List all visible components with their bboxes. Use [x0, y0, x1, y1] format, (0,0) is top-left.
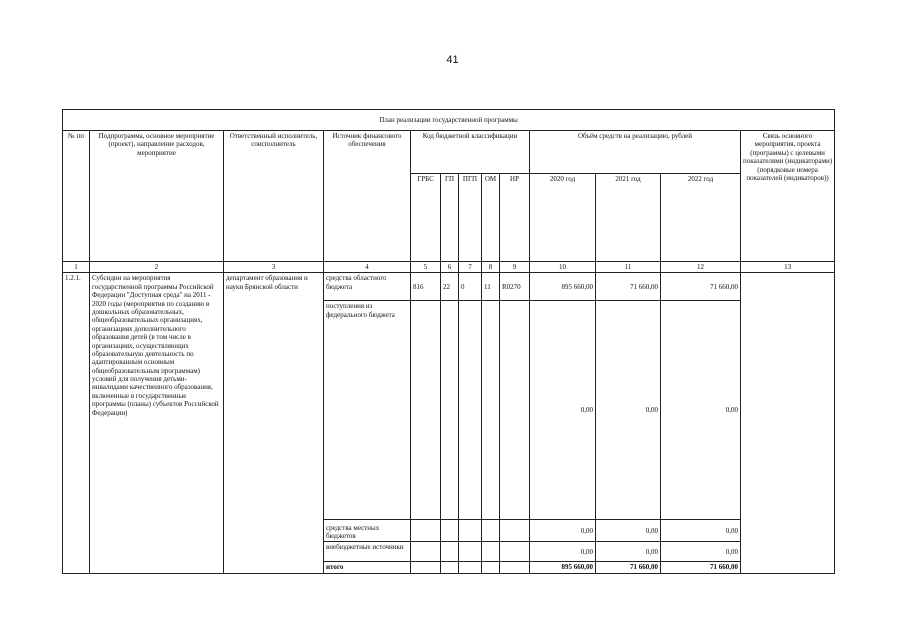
amount-2021: 0,00	[596, 301, 661, 520]
header-volume: Объём средств на реализацию, рублей	[530, 131, 741, 174]
amount-2021: 0,00	[596, 520, 661, 542]
column-number: 6	[441, 262, 459, 273]
amount-2022: 71 660,00	[661, 273, 741, 301]
header-num: № пп	[63, 131, 90, 262]
amount-2020: 0,00	[530, 542, 596, 562]
column-number: 1	[63, 262, 90, 273]
code-gp	[441, 301, 459, 520]
column-number: 12	[661, 262, 741, 273]
column-number: 2	[90, 262, 224, 273]
column-number: 8	[482, 262, 500, 273]
source-name: средства местных бюджетов	[324, 520, 411, 542]
header-year-2022: 2022 год	[661, 174, 741, 262]
code-pgp	[459, 520, 482, 542]
header-nr: НР	[500, 174, 530, 262]
column-number: 10	[530, 262, 596, 273]
total-2021: 71 660,00	[596, 562, 661, 573]
header-budget-code: Код бюджетной классификации	[411, 131, 530, 174]
source-name: средства областного бюджета	[324, 273, 411, 301]
column-number: 4	[324, 262, 411, 273]
amount-2022: 0,00	[661, 520, 741, 542]
code-om	[482, 562, 500, 573]
code-pgp	[459, 562, 482, 573]
header-year-2021: 2021 год	[596, 174, 661, 262]
source-name: поступления из федерального бюджета	[324, 301, 411, 520]
code-grbs: 816	[411, 273, 441, 301]
indicator-link	[741, 273, 835, 573]
column-number: 13	[741, 262, 835, 273]
table-row	[63, 273, 835, 301]
code-om	[482, 301, 500, 520]
program-plan-table	[62, 109, 835, 574]
amount-2022: 0,00	[661, 542, 741, 562]
source-name: итого	[324, 562, 411, 573]
row-executor: департамент образования и науки Брянской области	[224, 273, 324, 573]
code-nr: R0270	[500, 273, 530, 301]
header-gp: ГП	[441, 174, 459, 262]
amount-2021: 71 660,00	[596, 273, 661, 301]
row-description: Субсидии на мероприятия государственной программы Российской Федерации "Доступная среда" на 2011 - 2020 годы (мероприятия по созданию в дошкольных образовательных, общеобразовательных организациях, организациях дополнительного образования детей (в том числе в организациях, осуществляющих образовательную деятельность по адаптированным основным общеобразовательным программам) условий для получения детьми-инвалидами качественного образования, включенные в государственные программы (планы) субъектов Российской Федерации)	[90, 273, 224, 573]
code-nr	[500, 520, 530, 542]
header-year-2020: 2020 год	[530, 174, 596, 262]
row-number: 1.2.1.	[63, 273, 90, 573]
code-nr	[500, 562, 530, 573]
code-gp	[441, 562, 459, 573]
header-executor: Ответственный исполнитель, соисполнитель	[224, 131, 324, 262]
header-om: ОМ	[482, 174, 500, 262]
code-gp	[441, 520, 459, 542]
code-nr	[500, 301, 530, 520]
column-number: 9	[500, 262, 530, 273]
amount-2020: 0,00	[530, 520, 596, 542]
column-number-row	[63, 262, 835, 273]
column-number: 7	[459, 262, 482, 273]
code-pgp	[459, 542, 482, 562]
header-pgp: ПГП	[459, 174, 482, 262]
code-pgp: 0	[459, 273, 482, 301]
total-2022: 71 660,00	[661, 562, 741, 573]
code-pgp	[459, 301, 482, 520]
column-number: 5	[411, 262, 441, 273]
column-number: 3	[224, 262, 324, 273]
total-2020: 895 660,00	[530, 562, 596, 573]
column-number: 11	[596, 262, 661, 273]
source-name: внебюджетные источники	[324, 542, 411, 562]
code-gp: 22	[441, 273, 459, 301]
code-om	[482, 520, 500, 542]
amount-2020: 895 660,00	[530, 273, 596, 301]
code-grbs	[411, 301, 441, 520]
code-nr	[500, 542, 530, 562]
amount-2021: 0,00	[596, 542, 661, 562]
code-grbs	[411, 520, 441, 542]
code-grbs	[411, 542, 441, 562]
header-grbs: ГРБС	[411, 174, 441, 262]
code-om	[482, 542, 500, 562]
page-number: 41	[446, 54, 459, 66]
amount-2020: 0,00	[530, 301, 596, 520]
header-link: Связь основного мероприятия, проекта (программы) с целевыми показателями (индикаторами) (порядковые номера показателей (индикаторов))	[741, 131, 835, 262]
code-om: 11	[482, 273, 500, 301]
amount-2022: 0,00	[661, 301, 741, 520]
code-grbs	[411, 562, 441, 573]
code-gp	[441, 542, 459, 562]
header-subprogram: Подпрограмма, основное мероприятие (проект), направление расходов, мероприятие	[90, 131, 224, 262]
header-source: Источник финансового обеспечения	[324, 131, 411, 262]
table-title: План реализации государственной программы	[63, 110, 835, 131]
